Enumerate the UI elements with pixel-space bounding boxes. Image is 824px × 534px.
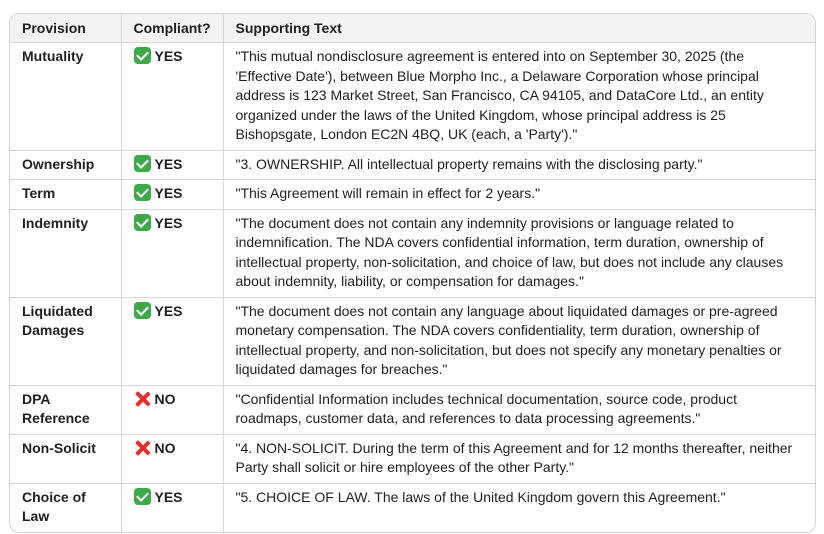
provision-cell: Mutuality	[10, 43, 121, 151]
compliant-cell	[121, 43, 223, 151]
compliance-table-container	[9, 13, 816, 533]
supporting-text-cell: "This mutual nondisclosure agreement is entered into on September 30, 2025 (the 'Effective Date'), between Blue Morpho Inc., a Delaware Corporation whose principal address is 123 Market Street, San Francisco, CA 94105, and DataCore Ltd., an entity organized under the laws of the United Kingdom, whose principal address is 25 Bishopsgate, London EC2N 4BQ, UK (each, a 'Party')."	[223, 43, 815, 151]
cross-icon	[134, 439, 151, 456]
table-row	[10, 297, 815, 385]
check-icon	[134, 488, 151, 505]
provision-cell: Indemnity	[10, 209, 121, 297]
provision-cell: Term	[10, 180, 121, 210]
compliant-cell	[121, 385, 223, 434]
table-body	[10, 43, 815, 532]
check-icon	[134, 214, 151, 231]
table-row	[10, 150, 815, 180]
supporting-text-cell: "5. CHOICE OF LAW. The laws of the United Kingdom govern this Agreement."	[235, 488, 726, 505]
header-compliant: Compliant?	[121, 14, 223, 43]
table-row	[10, 483, 815, 532]
header-supporting-text: Supporting Text	[223, 14, 815, 43]
table-row	[10, 209, 815, 297]
cross-icon	[134, 390, 151, 407]
compliant-value: YES	[154, 155, 183, 172]
provision-cell: DPA Reference	[10, 385, 121, 434]
check-icon	[134, 184, 151, 201]
compliant-value: YES	[154, 488, 183, 505]
supporting-text-cell: "This Agreement will remain in effect for 2 years."	[223, 180, 815, 210]
compliant-cell	[121, 483, 223, 532]
supporting-text-cell: "4. NON-SOLICIT. During the term of this Agreement and for 12 months thereafter, neither Party shall solicit or hire employees of the other Party."	[223, 434, 815, 483]
supporting-text-cell: "3. OWNERSHIP. All intellectual property remains with the disclosing party."	[223, 150, 815, 180]
compliant-value: YES	[154, 302, 183, 319]
table-row	[10, 43, 815, 151]
table-row	[10, 180, 815, 210]
compliant-value: YES	[154, 214, 183, 231]
table-header	[10, 14, 815, 43]
table-row	[10, 385, 815, 434]
compliant-value: NO	[154, 390, 176, 407]
provision-cell: Choice of Law	[10, 483, 121, 532]
compliant-cell	[121, 150, 223, 180]
provision-cell: Ownership	[10, 150, 121, 180]
header-provision: Provision	[10, 14, 121, 43]
check-icon	[134, 47, 151, 64]
compliant-cell	[121, 297, 223, 385]
supporting-text-cell: "Confidential Information includes technical documentation, source code, product roadmaps, customer data, and references to data processing agreements."	[223, 385, 815, 434]
compliant-cell	[121, 180, 223, 210]
compliant-cell	[121, 209, 223, 297]
compliant-value: NO	[154, 439, 176, 456]
check-icon	[134, 155, 151, 172]
check-icon	[134, 302, 151, 319]
provision-cell: Liquidated Damages	[10, 297, 121, 385]
header-row	[10, 14, 815, 43]
compliant-value: YES	[154, 48, 183, 64]
compliant-value: YES	[154, 185, 183, 201]
compliant-cell	[121, 434, 223, 483]
supporting-text-cell: "The document does not contain any indemnity provisions or language related to indemnification. The NDA covers confidential information, term duration, ownership of intellectual property, non-solicitation, and choice of law, but does not include any clauses about indemnity, liability, or compensation for damages."	[223, 209, 815, 297]
compliance-table	[10, 14, 815, 532]
supporting-text-cell: "The document does not contain any language about liquidated damages or pre-agreed monetary compensation. The NDA covers confidentiality, term duration, ownership of intellectual property, and non-solicitation, but does not specify any monetary penalties or liquidated damages for breaches."	[223, 297, 815, 385]
table-row	[10, 434, 815, 483]
provision-cell: Non-Solicit	[10, 434, 121, 483]
